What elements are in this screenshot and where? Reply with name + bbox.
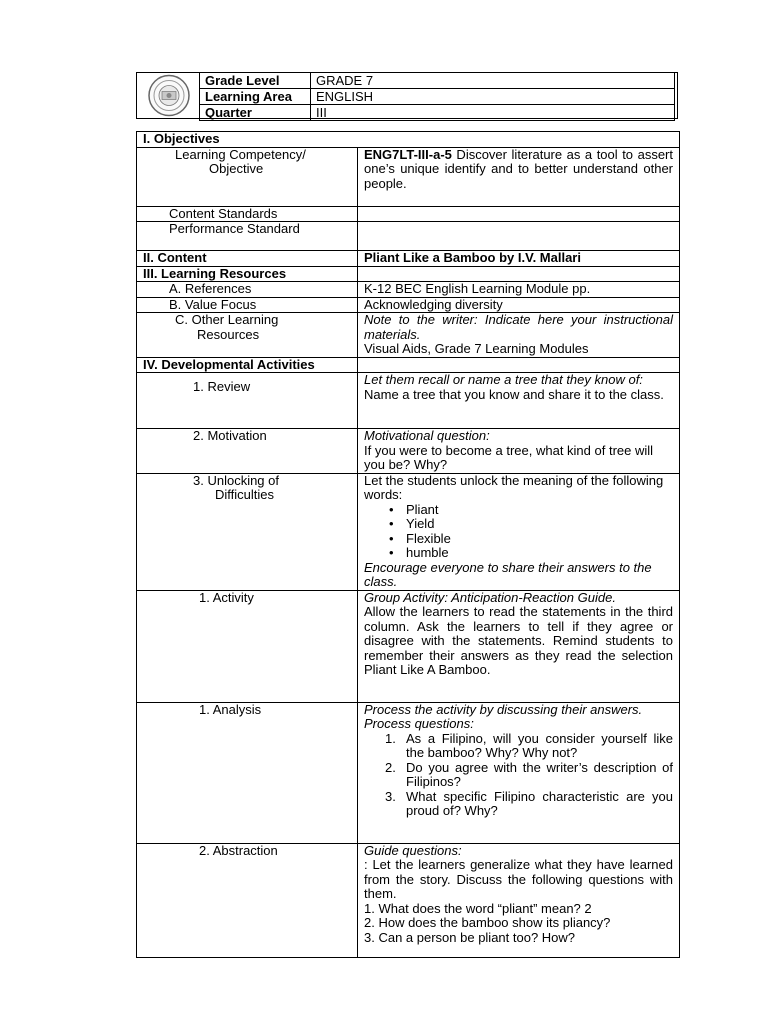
- table-row: [137, 843, 680, 957]
- question-text: Do you agree with the writer’s description of Filipinos?: [406, 759, 673, 789]
- learning-resources-heading: III. Learning Resources: [137, 266, 358, 282]
- abstraction-question-3: 3. Can a person be pliant too? How?: [364, 929, 576, 945]
- competency-label-1: Learning Competency/: [175, 146, 306, 162]
- competency-text-2: assert one’s unique identify and to better understand other people.: [364, 146, 673, 191]
- review-value-cell: [358, 373, 680, 429]
- other-resources-label-cell: [137, 313, 358, 358]
- other-resources-value-cell: [358, 313, 680, 358]
- references-label: A. References: [137, 282, 358, 298]
- unlocking-closing: Encourage everyone to share their answers to the class.: [364, 559, 652, 589]
- review-label-cell: [137, 373, 358, 429]
- abstraction-question-1: 1. What does the word “pliant” mean? 2: [364, 900, 592, 916]
- abstraction-label: 2. Abstraction: [199, 842, 278, 858]
- content-heading: II. Content: [137, 251, 358, 267]
- question-number: 2.: [385, 759, 396, 775]
- references-value: K-12 BEC English Learning Module pp.: [358, 282, 680, 298]
- list-item: • Flexible: [406, 532, 673, 547]
- table-row: [137, 297, 680, 313]
- table-row: [137, 357, 680, 373]
- developmental-activities-heading: IV. Developmental Activities: [137, 357, 358, 373]
- list-item: • Pliant: [406, 503, 673, 518]
- motivation-label: 2. Motivation: [193, 428, 267, 443]
- abstraction-label-cell: [137, 843, 358, 957]
- abstraction-heading: Guide questions:: [364, 842, 462, 858]
- value-focus-label: B. Value Focus: [137, 297, 358, 313]
- competency-text-1: Discover literature as a tool to: [451, 146, 634, 162]
- vocabulary-list: [364, 503, 673, 561]
- list-item: [385, 759, 673, 790]
- table-row: [137, 702, 680, 843]
- activity-heading: Group Activity: Anticipation-Reaction Guide.: [364, 589, 616, 605]
- analysis-label: 1. Analysis: [199, 701, 262, 717]
- motivation-heading: Motivational question:: [364, 428, 490, 443]
- review-instruction: Let them recall or name a tree that they know of:: [364, 372, 643, 387]
- analysis-value-cell: [358, 702, 680, 843]
- grade-level-label: Grade Level: [200, 73, 311, 89]
- activity-label-cell: [137, 590, 358, 702]
- competency-code: ENG7LT-III-a-5: [364, 146, 452, 162]
- table-row: [137, 429, 680, 474]
- review-label: 1. Review: [193, 379, 251, 394]
- table-row: [137, 222, 680, 251]
- list-item: • humble: [406, 546, 673, 561]
- performance-standard-value: [358, 222, 680, 251]
- unlocking-text: Let the students unlock the meaning of the following words:: [364, 472, 664, 502]
- table-row: [137, 590, 680, 702]
- unlocking-label-cell: [137, 473, 358, 590]
- header-row: [200, 105, 675, 121]
- content-standards-label: Content Standards: [137, 206, 358, 222]
- competency-value-cell: [358, 147, 680, 206]
- unlocking-label-2: Difficulties: [215, 487, 275, 502]
- other-resources-label-1: C. Other Learning: [175, 312, 279, 327]
- header-row: [200, 89, 675, 105]
- activity-label: 1. Activity: [199, 589, 254, 605]
- lesson-plan-table: [136, 131, 680, 958]
- analysis-label-cell: [137, 702, 358, 843]
- content-value: Pliant Like a Bamboo by I.V. Mallari: [358, 251, 680, 267]
- competency-label-2: Objective: [209, 161, 264, 176]
- table-row: [137, 147, 680, 206]
- review-text: Name a tree that you know and share it to the class.: [364, 386, 664, 402]
- content-standards-value: [358, 206, 680, 222]
- list-item: • Yield: [406, 517, 673, 532]
- abstraction-intro: : Let the learners generalize what they have learned from the story. Discuss the following questions with them.: [364, 857, 673, 901]
- activity-text: Allow the learners to read the statements in the third column. Ask the learners to tell if they agree or disagree with the statements. Remind students to remember their answers as they read the selection Pliant Like A Bamboo.: [364, 604, 673, 677]
- question-number: 1.: [385, 730, 396, 746]
- value-focus-value: Acknowledging diversity: [358, 297, 680, 313]
- analysis-heading: Process questions:: [364, 716, 474, 731]
- competency-label-cell: [137, 147, 358, 206]
- analysis-intro: Process the activity by discussing their answers.: [364, 701, 643, 717]
- activity-value-cell: [358, 590, 680, 702]
- quarter-value: III: [311, 105, 675, 121]
- unlocking-value-cell: [358, 473, 680, 590]
- learning-area-value: ENGLISH: [311, 89, 675, 105]
- abstraction-value-cell: [358, 843, 680, 957]
- question-number: 3.: [385, 788, 396, 804]
- table-row: [137, 132, 680, 148]
- question-text: As a Filipino, will you consider yourself like the bamboo? Why? Why not?: [406, 730, 673, 760]
- performance-standard-label: Performance Standard: [137, 222, 358, 251]
- abstraction-question-2: 2. How does the bamboo show its pliancy?: [364, 915, 611, 930]
- grade-level-value: GRADE 7: [311, 73, 675, 89]
- table-row: [137, 251, 680, 267]
- table-row: [137, 373, 680, 429]
- table-row: [137, 473, 680, 590]
- table-row: [137, 206, 680, 222]
- quarter-label: Quarter: [200, 105, 311, 121]
- question-text: What specific Filipino characteristic are you proud of? Why?: [406, 788, 673, 818]
- motivation-value-cell: [358, 429, 680, 474]
- table-row: [137, 313, 680, 358]
- table-row: [137, 282, 680, 298]
- header-row: [200, 73, 675, 89]
- learning-resources-value: [358, 266, 680, 282]
- developmental-activities-value: [358, 357, 680, 373]
- other-resources-value: Visual Aids, Grade 7 Learning Modules: [364, 341, 589, 356]
- unlocking-label-1: 3. Unlocking of: [193, 472, 279, 488]
- motivation-text: If you were to become a tree, what kind of tree will you be? Why?: [364, 442, 654, 472]
- header-block: [136, 72, 678, 119]
- table-row: [137, 266, 680, 282]
- objectives-heading: I. Objectives: [137, 132, 680, 148]
- motivation-label-cell: [137, 429, 358, 474]
- header-table: [199, 72, 675, 121]
- other-resources-label-2: Resources: [197, 326, 260, 342]
- list-item: [385, 788, 673, 819]
- analysis-question-list: [364, 732, 673, 819]
- writer-note: Note to the writer: Indicate here your instructional materials.: [364, 312, 673, 342]
- school-seal-logo: [139, 73, 199, 118]
- learning-area-label: Learning Area: [200, 89, 311, 105]
- list-item: [385, 730, 673, 761]
